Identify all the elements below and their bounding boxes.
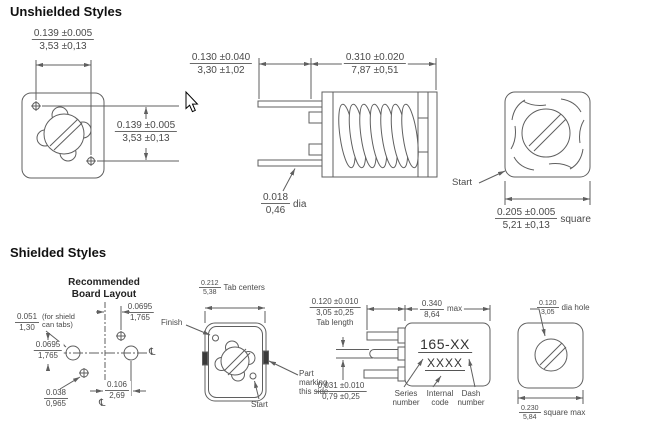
centerline-symbol-bottom: ℄ [99,398,106,409]
dim-body-max: $\frac{0.340}{8,64}$ max [418,300,464,320]
part-marking-label: Part marking this side [299,369,329,397]
start-label-shielded: Start [251,400,268,409]
mouse-cursor [186,92,197,112]
unshielded-front-view [22,60,179,178]
dim-lead-length: $\frac{0.130 \pm 0.040}{3,30 \pm 1,02}$ [191,52,251,77]
internal-code-label: Internal code [426,389,454,408]
dash-number-label: Dash number [457,389,485,408]
internal-code-marking: XXXX [426,356,464,370]
dim-hole-spacing: $\frac{0.106}{2,69}$ [103,381,131,401]
dim-tab-offset: $\frac{0.031 \pm 0.010}{0,79 \pm 0,25}$ [317,381,365,401]
dim-tab-length: $\frac{0.120 \pm 0.010}{3,05 \pm 0,25}$ Tab length [311,297,359,327]
dim-body-width: $\frac{0.310 \pm 0.020}{7,87 \pm 0,51}$ [342,52,408,76]
unshielded-back-view [479,92,590,205]
dim-unshielded-width: $\frac{0.139 \pm 0.005}{3,53 \pm 0,13}$ [33,28,93,53]
unshielded-side-view [258,58,437,191]
dim-pitch-horizontal: $\frac{0.0695}{1,765}$ [127,302,153,322]
shielded-back-view [518,309,583,404]
dim-tab-centers: $\frac{0.212}{5,38}$ Tab centers [201,280,265,297]
finish-label: Finish [161,318,183,327]
centerline-symbol-right: ℄ [149,347,156,358]
dim-square: $\frac{0.205 \pm 0.005}{5,21 \pm 0,13}$ square [497,207,591,232]
dim-lead-hole: $\frac{0.038}{0,965}$ [45,388,67,408]
dim-unshielded-height: $\frac{0.139 \pm 0.005}{3,53 \pm 0,13}$ [113,120,179,144]
part-number-marking: 165-XX [420,336,470,352]
unshielded-heading: Unshielded Styles [10,4,122,19]
dim-back-hole: $\frac{0.120}{3,05}$ dia hole [539,300,590,317]
shielded-front-view [186,308,298,401]
dim-back-square: $\frac{0.230}{5,84}$ square max [521,405,586,422]
dim-pitch-vertical: $\frac{0.0695}{1,765}$ [32,341,64,361]
series-number-label: Series number [392,389,420,408]
dim-wire-dia: $\frac{0.018}{0,46}$ dia [263,192,307,217]
dim-shield-can-tab: $\frac{0.051}{1,30}$ (for shield can tabs) [17,312,75,332]
shielded-heading: Shielded Styles [10,245,107,260]
start-label-unshielded: Start [452,177,473,188]
board-layout-title: Recommended Board Layout [68,277,140,300]
